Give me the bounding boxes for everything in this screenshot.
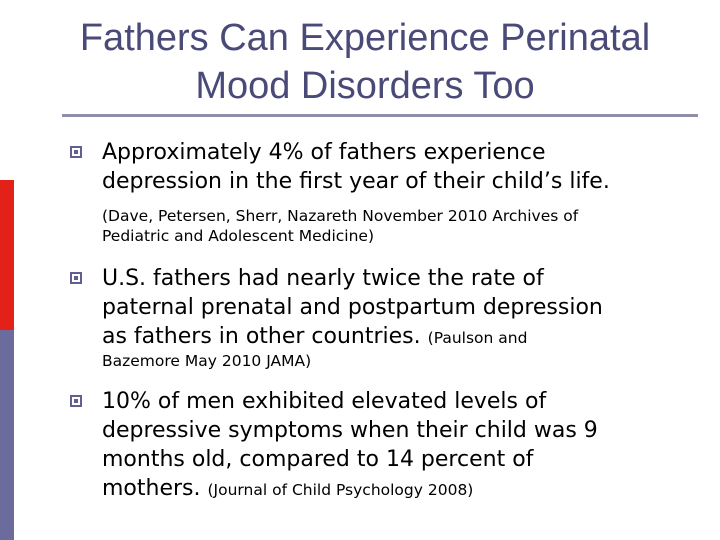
title-line: Mood Disorders Too xyxy=(195,65,535,107)
bullet-text-segment: mothers. xyxy=(102,476,201,501)
title-line: Fathers Can Experience Perinatal xyxy=(79,17,651,59)
bullet-text-segment: as fathers in other countries. xyxy=(102,324,421,349)
side-bar-red xyxy=(0,180,14,330)
slide-title xyxy=(20,14,710,110)
side-bar-white xyxy=(0,0,14,180)
bullet-text-line xyxy=(102,322,690,351)
bullet-text xyxy=(102,138,690,196)
title-divider xyxy=(62,114,698,117)
bullet-item xyxy=(70,387,690,503)
side-bar-purple xyxy=(0,330,14,540)
bullet-text xyxy=(102,264,690,351)
citation-line: (Dave, Petersen, Sherr, Nazareth November 2010 Archives of xyxy=(102,207,579,225)
bullet-text-line: depressive symptoms when their child was 9 xyxy=(102,418,598,443)
square-bullet-icon xyxy=(70,146,82,158)
bullet-text-line: 10% of men exhibited elevated levels of xyxy=(102,389,547,414)
bullet-item xyxy=(70,264,690,371)
citation xyxy=(102,351,690,371)
bullet-text xyxy=(102,387,690,503)
citation-line: Pediatric and Adolescent Medicine) xyxy=(102,227,375,245)
citation-line: Bazemore May 2010 JAMA) xyxy=(102,352,312,370)
citation xyxy=(102,206,690,246)
bullet-list xyxy=(70,138,690,503)
citation-inline: (Journal of Child Psychology 2008) xyxy=(207,481,474,499)
citation-inline: (Paulson and xyxy=(427,329,528,347)
square-bullet-icon xyxy=(70,395,82,407)
bullet-text-line: months old, compared to 14 percent of xyxy=(102,447,534,472)
bullet-text-line: U.S. fathers had nearly twice the rate of xyxy=(102,266,544,291)
bullet-text-line: Approximately 4% of fathers experience xyxy=(102,140,546,165)
bullet-text-line: depression in the first year of their child’s life. xyxy=(102,169,610,194)
bullet-text-line xyxy=(102,474,690,503)
square-bullet-icon xyxy=(70,272,82,284)
bullet-item xyxy=(70,138,690,246)
bullet-text-line: paternal prenatal and postpartum depression xyxy=(102,295,603,320)
